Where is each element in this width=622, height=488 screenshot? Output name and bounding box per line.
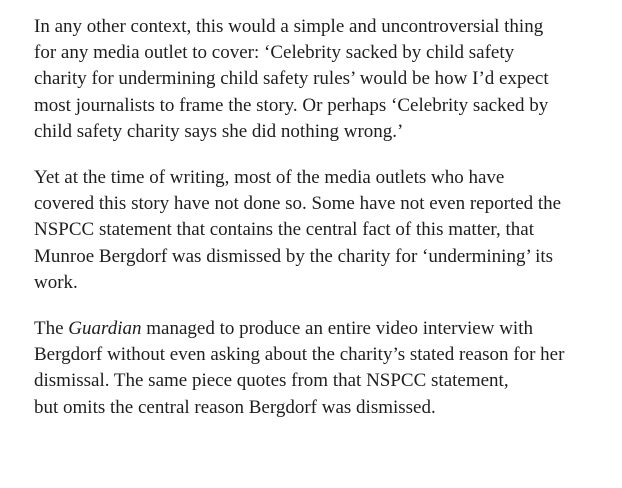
text-run: managed to produce an entire video interview with — [141, 318, 533, 340]
text-run: The — [34, 318, 69, 340]
paragraph-1 — [34, 14, 614, 145]
publication-name: Guardian — [68, 318, 142, 340]
text-line: Yet at the time of writing, most of the media outlets who have — [34, 167, 505, 189]
text-line: but omits the central reason Bergdorf was dismissed. — [34, 396, 436, 418]
article-body — [34, 14, 614, 441]
text-line: NSPCC statement that contains the central fact of this matter, that — [34, 219, 534, 241]
text-line: most journalists to frame the story. Or perhaps ‘Celebrity sacked by — [34, 94, 549, 116]
text-line: for any media outlet to cover: ‘Celebrity sacked by child safety — [34, 42, 515, 64]
text-line: Bergdorf without even asking about the charity’s stated reason for her — [34, 344, 565, 366]
paragraph-2 — [34, 165, 614, 296]
text-line: work. — [34, 271, 78, 293]
text-line: covered this story have not done so. Some have not even reported the — [34, 193, 562, 215]
text-line: charity for undermining child safety rules’ would be how I’d expect — [34, 68, 549, 90]
text-line — [34, 316, 614, 342]
paragraph-3 — [34, 316, 614, 421]
text-line: Munroe Bergdorf was dismissed by the charity for ‘undermining’ its — [34, 245, 554, 267]
text-line: child safety charity says she did nothing wrong.’ — [34, 120, 404, 142]
text-line: In any other context, this would a simple and uncontroversial thing — [34, 16, 544, 37]
text-line: dismissal. The same piece quotes from that NSPCC statement, — [34, 370, 509, 392]
